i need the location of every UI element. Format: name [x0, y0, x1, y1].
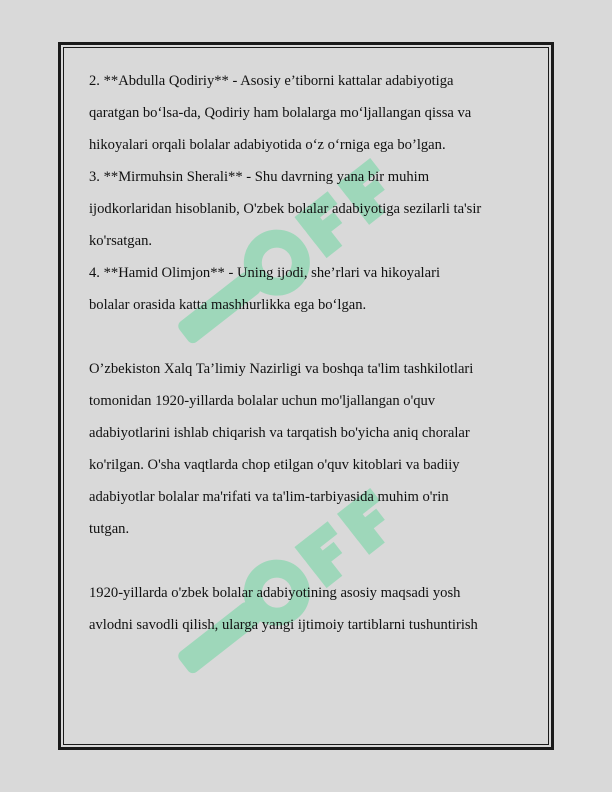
- text-line: adabiyotlar bolalar ma'rifati va ta'lim-tarbiyasida muhim o'rin: [89, 489, 449, 505]
- text-line: ko'rsatgan.: [89, 233, 153, 249]
- text-line: tomonidan 1920-yillarda bolalar uchun mo'ljallangan o'quv: [89, 393, 436, 409]
- text-line: ijodkorlaridan hisoblanib, O'zbek bolalar adabiyotiga sezilarli ta'sir: [89, 201, 482, 217]
- list-item-olimjon: [89, 257, 529, 321]
- text-line: tutgan.: [89, 521, 130, 537]
- text-line: qaratgan bo‘lsa-da, Qodiriy ham bolalarga mo‘ljallangan qissa va: [89, 105, 472, 121]
- text-line: O’zbekiston Xalq Ta’limiy Nazirligi va boshqa ta'lim tashkilotlari: [89, 361, 474, 377]
- list-item-qodiriy: [89, 65, 529, 161]
- paragraph-gap: [89, 545, 529, 577]
- paragraph-ministry: [89, 353, 529, 545]
- text-line: bolalar orasida katta mashhurlikka ega bo‘lgan.: [89, 297, 367, 313]
- text-line: adabiyotlarini ishlab chiqarish va tarqatish bo'yicha aniq choralar: [89, 425, 470, 441]
- paragraph-gap: [89, 321, 529, 353]
- text-line: avlodni savodli qilish, ularga yangi ijtimoiy tartiblarni tushuntirish: [89, 617, 478, 633]
- text-line: 4. **Hamid Olimjon** - Uning ijodi, she’rlari va hikoyalari: [89, 265, 440, 281]
- text-line: 2. **Abdulla Qodiriy** - Asosiy e’tiborni kattalar adabiyotiga: [89, 73, 454, 89]
- text-line: ko'rilgan. O'sha vaqtlarda chop etilgan o'quv kitoblari va badiiy: [89, 457, 460, 473]
- text-line: 1920-yillarda o'zbek bolalar adabiyotining asosiy maqsadi yosh: [89, 585, 461, 601]
- document-body: [89, 65, 529, 641]
- text-line: 3. **Mirmuhsin Sherali** - Shu davrning yana bir muhim: [89, 169, 430, 185]
- paragraph-goals: [89, 577, 529, 641]
- text-line: hikoyalari orqali bolalar adabiyotida o‘z o‘rniga ega bo’lgan.: [89, 137, 446, 153]
- list-item-sherali: [89, 161, 529, 257]
